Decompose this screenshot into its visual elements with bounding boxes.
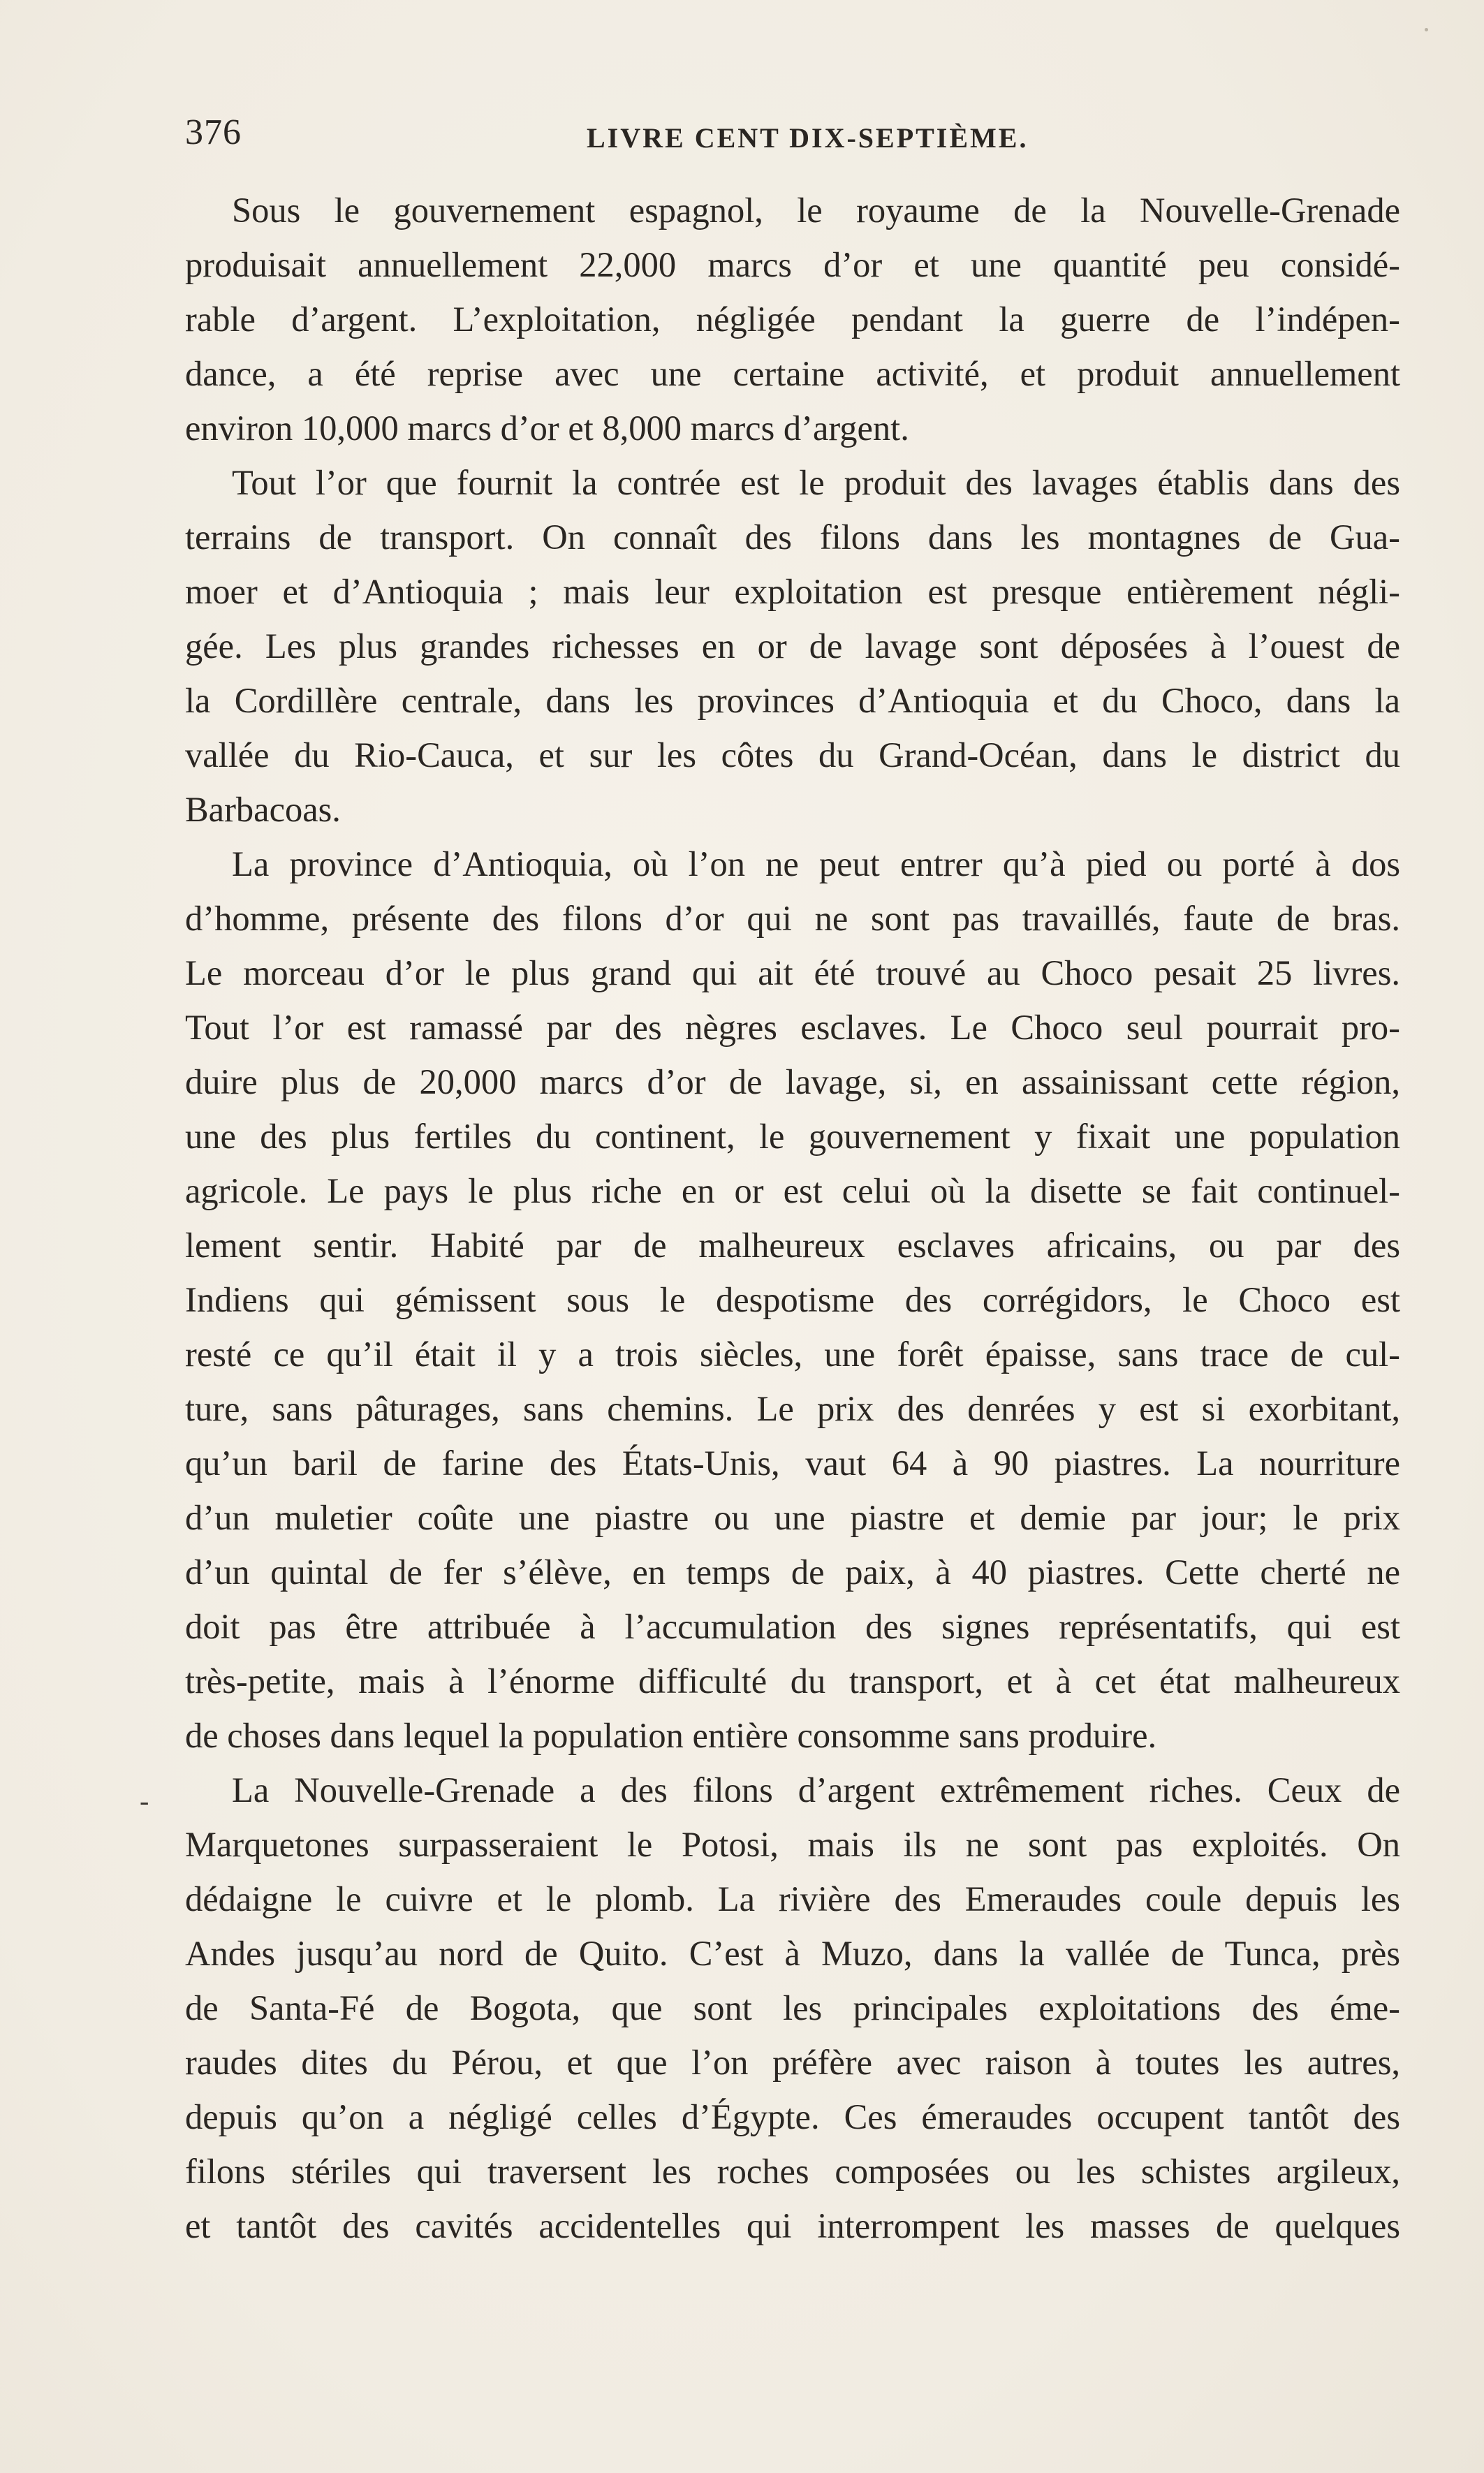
text-line: agricole. Le pays le plus riche en or est celui où la disette se fait continuel- — [185, 1171, 1400, 1210]
margin-mark: - — [140, 1785, 149, 1817]
text-line: Tout l’or est ramassé par des nègres esclaves. Le Choco seul pourrait pro- — [185, 1008, 1400, 1047]
text-line: et tantôt des cavités accidentelles qui interrompent les masses de quelques — [185, 2206, 1400, 2245]
text-line: moer et d’Antioquia ; mais leur exploitation est presque entièrement négli- — [185, 572, 1400, 611]
text-line: rable d’argent. L’exploitation, négligée pendant la guerre de l’indépen- — [185, 300, 1400, 339]
text-line: qu’un baril de farine des États-Unis, vaut 64 à 90 piastres. La nourriture — [185, 1444, 1400, 1483]
text-line: de Santa-Fé de Bogota, que sont les principales exploitations des éme- — [185, 1988, 1400, 2027]
page-number: 376 — [185, 112, 242, 152]
text-line: Andes jusqu’au nord de Quito. C’est à Muzo, dans la vallée de Tunca, près — [185, 1934, 1400, 1973]
text-line: d’un quintal de fer s’élève, en temps de paix, à 40 piastres. Cette cherté ne — [185, 1553, 1400, 1592]
text-line: Indiens qui gémissent sous le despotisme des corrégidors, le Choco est — [185, 1280, 1400, 1319]
text-line: resté ce qu’il était il y a trois siècles, une forêt épaisse, sans trace de cul- — [185, 1335, 1400, 1374]
body-text — [185, 183, 1400, 2253]
running-title: LIVRE CENT DIX-SEPTIÈME. — [587, 122, 1029, 154]
page-header — [185, 112, 1400, 161]
text-line: dance, a été reprise avec une certaine activité, et produit annuellement — [185, 354, 1400, 393]
text-line: La Nouvelle-Grenade a des filons d’argent extrêmement riches. Ceux de — [232, 1770, 1400, 1810]
text-line: doit pas être attribuée à l’accumulation des signes représentatifs, qui est — [185, 1607, 1400, 1646]
text-line: de choses dans lequel la population entière consomme sans produire. — [185, 1716, 1157, 1755]
text-line: produisait annuellement 22,000 marcs d’or et une quantité peu considé- — [185, 245, 1400, 284]
text-line: d’homme, présente des filons d’or qui ne sont pas travaillés, faute de bras. — [185, 899, 1400, 938]
text-line: dédaigne le cuivre et le plomb. La rivière des Emeraudes coule depuis les — [185, 1879, 1400, 1918]
text-line: Tout l’or que fournit la contrée est le produit des lavages établis dans des — [232, 463, 1400, 502]
text-line: ture, sans pâturages, sans chemins. Le prix des denrées y est si exorbitant, — [185, 1389, 1400, 1428]
text-line: terrains de transport. On connaît des filons dans les montagnes de Gua- — [185, 518, 1400, 557]
text-line: lement sentir. Habité par de malheureux esclaves africains, ou par des — [185, 1226, 1400, 1265]
text-line: Sous le gouvernement espagnol, le royaume de la Nouvelle-Grenade — [232, 191, 1400, 230]
text-line: Barbacoas. — [185, 790, 341, 829]
text-line: gée. Les plus grandes richesses en or de lavage sont déposées à l’ouest de — [185, 626, 1400, 666]
text-line: la Cordillère centrale, dans les provinces d’Antioquia et du Choco, dans la — [185, 681, 1400, 720]
text-line: raudes dites du Pérou, et que l’on préfère avec raison à toutes les autres, — [185, 2043, 1400, 2082]
text-line: filons stériles qui traversent les roches composées ou les schistes argileux, — [185, 2152, 1400, 2191]
paper-speck — [1425, 28, 1428, 31]
text-line: d’un muletier coûte une piastre ou une piastre et demie par jour; le prix — [185, 1498, 1400, 1537]
text-line: environ 10,000 marcs d’or et 8,000 marcs d’argent. — [185, 409, 909, 448]
text-line: depuis qu’on a négligé celles d’Égypte. Ces émeraudes occupent tantôt des — [185, 2097, 1400, 2136]
text-line: Marquetones surpasseraient le Potosi, mais ils ne sont pas exploités. On — [185, 1825, 1400, 1864]
text-line: duire plus de 20,000 marcs d’or de lavage, si, en assainissant cette région, — [185, 1062, 1400, 1101]
text-line: Le morceau d’or le plus grand qui ait été trouvé au Choco pesait 25 livres. — [185, 953, 1400, 992]
text-line: La province d’Antioquia, où l’on ne peut entrer qu’à pied ou porté à dos — [232, 844, 1400, 883]
text-line: une des plus fertiles du continent, le gouvernement y fixait une population — [185, 1117, 1400, 1156]
text-line: vallée du Rio-Cauca, et sur les côtes du Grand-Océan, dans le district du — [185, 735, 1400, 775]
text-line: très-petite, mais à l’énorme difficulté du transport, et à cet état malheureux — [185, 1661, 1400, 1701]
